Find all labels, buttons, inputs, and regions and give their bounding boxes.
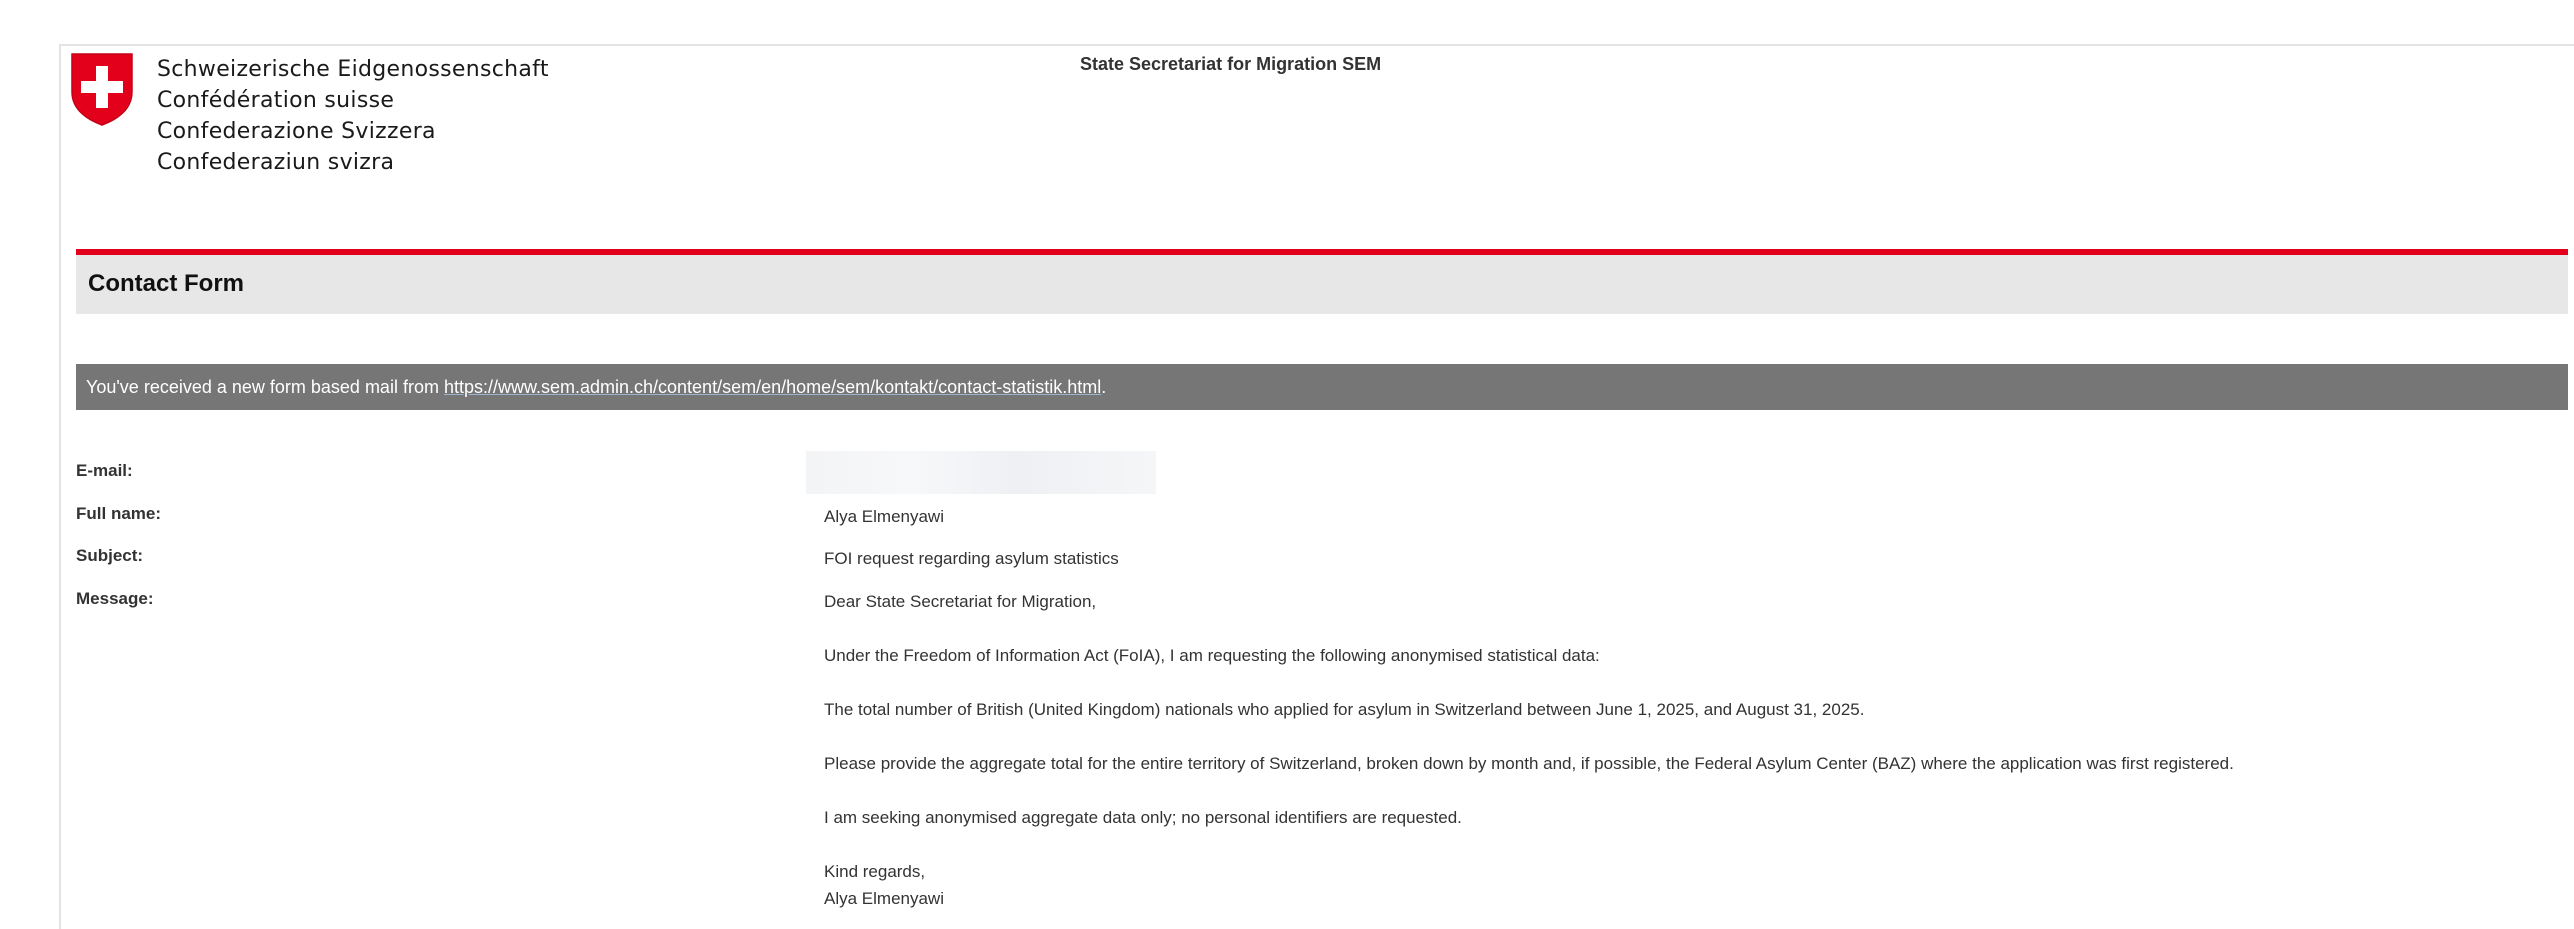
title-bar bbox=[76, 255, 2568, 314]
message-line: Dear State Secretariat for Migration, bbox=[824, 592, 1097, 611]
message-label: Message: bbox=[76, 589, 154, 608]
message-line: Alya Elmenyawi bbox=[824, 889, 944, 908]
confederation-names bbox=[157, 54, 549, 178]
source-page-link[interactable]: https://www.sem.admin.ch/content/sem/en/home/sem/kontakt/contact-statistik.html bbox=[443, 377, 1102, 397]
confederation-name-de: Schweizerische Eidgenossenschaft bbox=[157, 57, 549, 82]
confederation-name-it: Confederazione Svizzera bbox=[157, 119, 436, 144]
confederation-name-rm: Confederaziun svizra bbox=[157, 150, 395, 175]
swiss-coat-of-arms-logo bbox=[70, 52, 134, 127]
page-title: Contact Form bbox=[88, 270, 244, 297]
message-line: Kind regards, bbox=[824, 862, 926, 881]
email-label: E-mail: bbox=[76, 461, 133, 480]
message-line: Please provide the aggregate total for the entire territory of Switzerland, broken down by month and, if possible, the Federal Asylum Center (BAZ) where the application was first registered. bbox=[824, 754, 2234, 773]
notice-text bbox=[86, 377, 1106, 398]
notice-prefix: You've received a new form based mail from bbox=[86, 377, 444, 397]
subject-label: Subject: bbox=[76, 546, 144, 565]
fullname-label: Full name: bbox=[76, 504, 162, 523]
confederation-name-fr: Confédération suisse bbox=[157, 88, 395, 113]
subject-value: FOI request regarding asylum statistics bbox=[824, 549, 1119, 568]
message-line: Under the Freedom of Information Act (FoIA), I am requesting the following anonymised statistical data: bbox=[824, 646, 1600, 665]
message-line: I am seeking anonymised aggregate data only; no personal identifiers are requested. bbox=[824, 808, 1462, 827]
notice-bar bbox=[76, 364, 2568, 410]
agency-name: State Secretariat for Migration SEM bbox=[1080, 54, 1382, 74]
fullname-value: Alya Elmenyawi bbox=[824, 507, 944, 526]
message-line: The total number of British (United Kingdom) nationals who applied for asylum in Switzerland between June 1, 2025, and August 31, 2025. bbox=[824, 700, 1865, 719]
email-value-redacted bbox=[806, 451, 1156, 494]
notice-suffix: . bbox=[1101, 377, 1107, 397]
